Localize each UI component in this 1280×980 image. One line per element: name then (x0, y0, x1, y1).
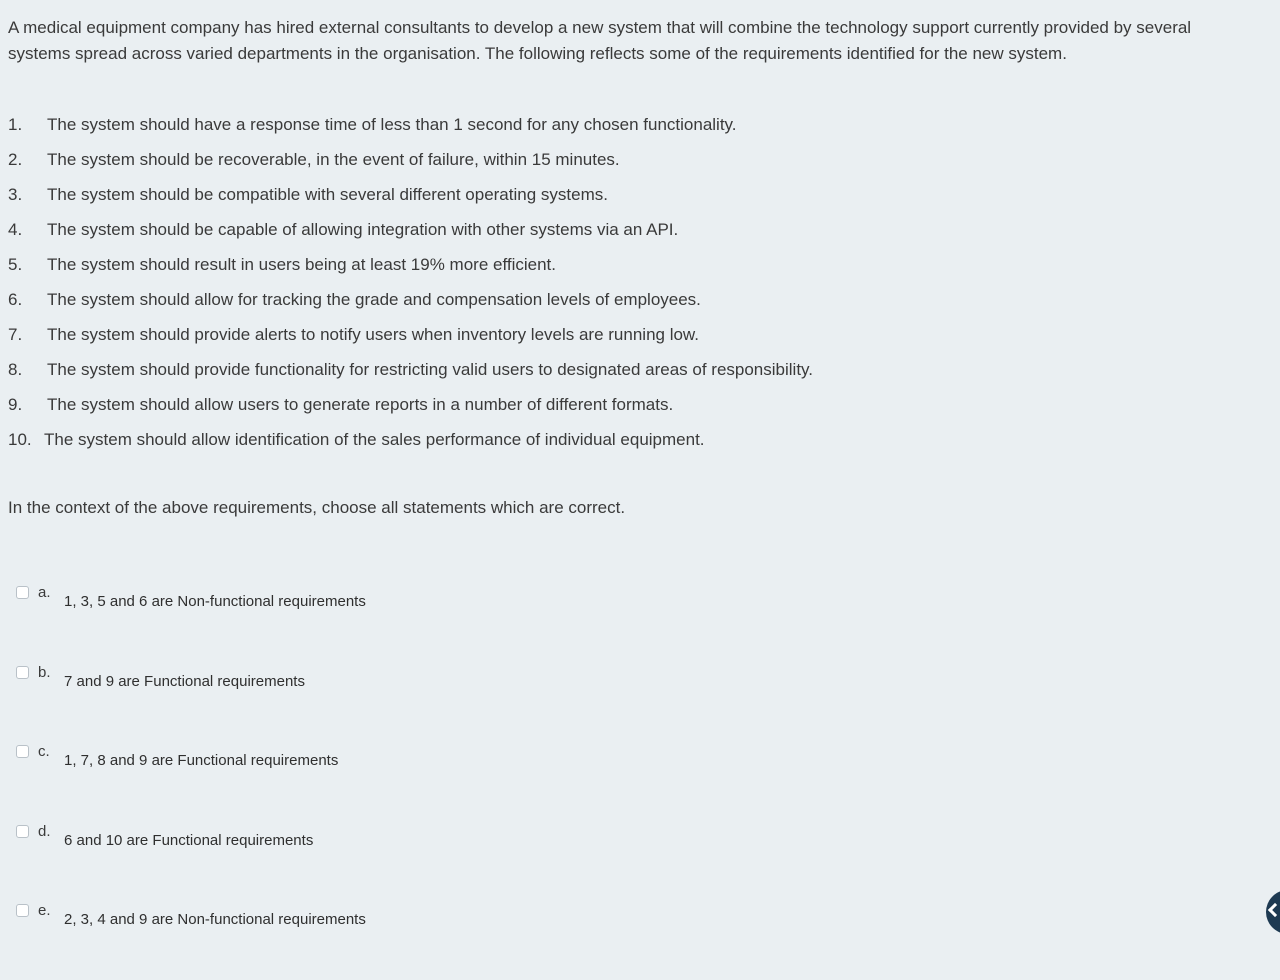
answer-option-d[interactable] (14, 821, 814, 901)
option-label[interactable]: 1, 3, 5 and 6 are Non-functional requirements (64, 593, 366, 610)
requirement-text: The system should allow users to generate reports in a number of different formats. (47, 395, 674, 414)
checkbox-a[interactable] (16, 586, 29, 599)
answer-option-e[interactable] (14, 900, 814, 980)
requirement-item (8, 180, 813, 215)
option-letter: b. (38, 663, 51, 681)
answer-option-b[interactable] (14, 662, 814, 742)
option-label[interactable]: 7 and 9 are Functional requirements (64, 672, 305, 690)
requirement-number: 4. (8, 220, 23, 239)
requirement-number: 5. (8, 255, 23, 274)
requirement-text: The system should have a response time of less than 1 second for any chosen functionality. (47, 115, 737, 134)
requirement-text: The system should allow for tracking the grade and compensation levels of employees. (47, 290, 701, 309)
requirement-text: The system should provide functionality for restricting valid users to designated areas of responsibility. (47, 360, 814, 379)
answer-option-a[interactable] (14, 582, 814, 662)
checkbox-d[interactable] (16, 825, 29, 838)
checkbox-b[interactable] (16, 666, 29, 679)
requirement-item (8, 390, 813, 425)
option-label[interactable]: 6 and 10 are Functional requirements (64, 831, 314, 849)
checkbox-e[interactable] (16, 904, 29, 917)
option-letter: c. (38, 743, 50, 760)
requirement-text: The system should result in users being at least 19% more efficient. (47, 255, 556, 274)
option-letter: a. (38, 584, 51, 601)
requirements-list (8, 110, 813, 460)
nav-previous-button[interactable] (1266, 890, 1280, 934)
answer-options (14, 582, 814, 980)
answer-option-c[interactable] (14, 741, 814, 821)
requirement-item (8, 425, 813, 460)
requirement-text: The system should be compatible with several different operating systems. (47, 185, 608, 204)
requirement-item (8, 320, 813, 355)
requirement-text: The system should provide alerts to notify users when inventory levels are running low. (47, 325, 699, 344)
requirement-item (8, 215, 813, 250)
chevron-left-icon (1268, 903, 1280, 917)
option-letter: d. (38, 822, 51, 840)
requirement-item (8, 355, 813, 390)
requirement-item (8, 145, 813, 180)
checkbox-c[interactable] (16, 745, 29, 758)
requirement-text: The system should be recoverable, in the event of failure, within 15 minutes. (47, 150, 620, 169)
requirement-number: 6. (8, 290, 23, 309)
question-prompt: In the context of the above requirements, choose all statements which are correct. (8, 498, 626, 517)
requirement-number: 3. (8, 185, 23, 204)
requirement-number: 8. (8, 360, 23, 379)
requirement-number: 7. (8, 325, 23, 344)
requirement-number: 10. (8, 430, 32, 449)
requirement-text: The system should be capable of allowing integration with other systems via an API. (47, 220, 679, 239)
requirement-item (8, 250, 813, 285)
question-intro: A medical equipment company has hired external consultants to develop a new system that will combine the technology support currently provided by several systems spread across varied departments in the organisation. The following reflects some of the requirements identified for the new system. (8, 18, 1192, 63)
option-label[interactable]: 1, 7, 8 and 9 are Functional requirements (64, 752, 339, 769)
option-letter: e. (38, 902, 51, 919)
requirement-number: 1. (8, 115, 23, 134)
requirement-item (8, 285, 813, 320)
requirement-number: 9. (8, 395, 23, 414)
requirement-item (8, 110, 813, 145)
option-label[interactable]: 2, 3, 4 and 9 are Non-functional requirements (64, 911, 366, 928)
requirement-text: The system should allow identification of the sales performance of individual equipment. (44, 430, 705, 449)
requirement-number: 2. (8, 150, 23, 169)
